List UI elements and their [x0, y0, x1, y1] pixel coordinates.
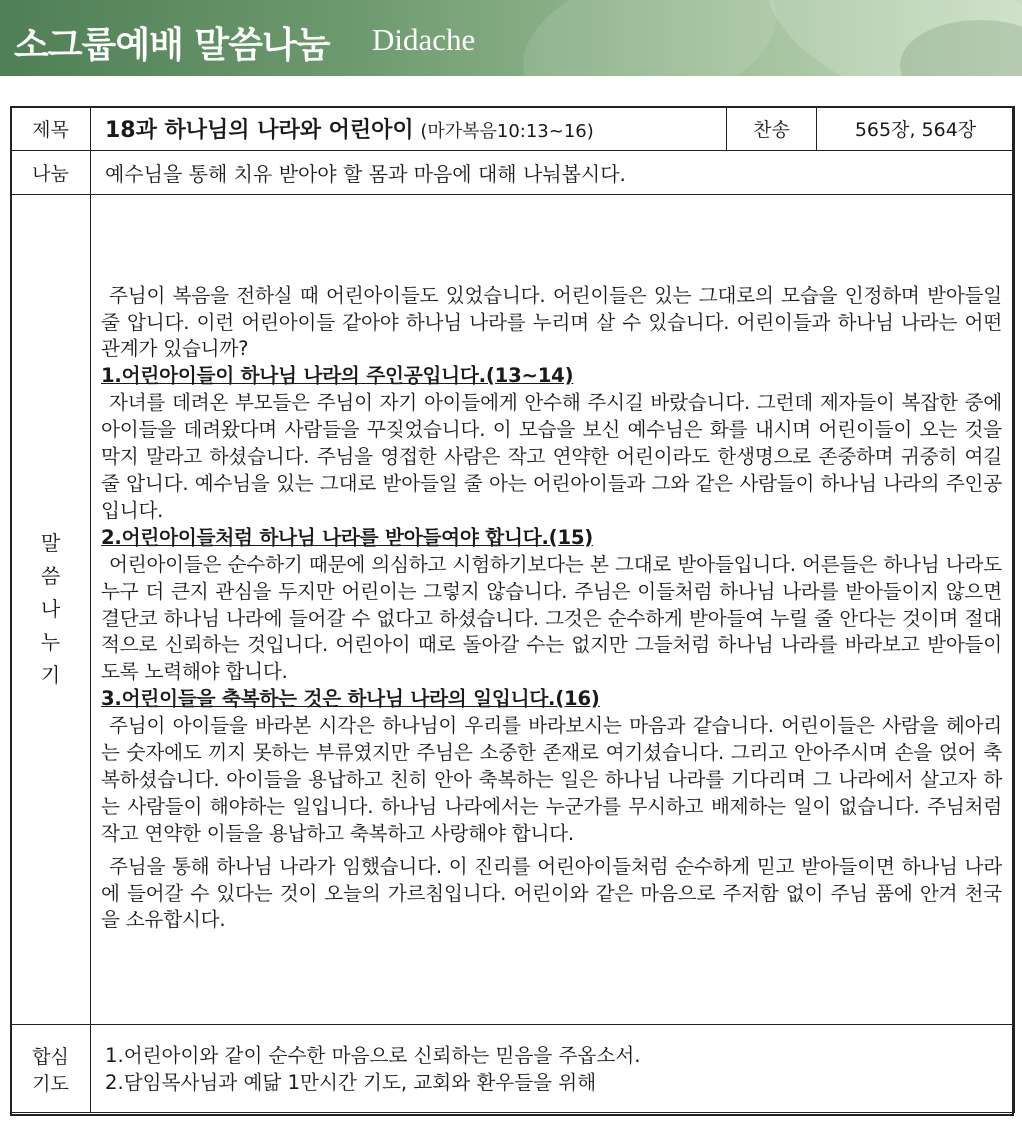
prayer-items: [91, 1025, 1015, 1113]
word-label-char: 말: [40, 531, 61, 555]
header-banner: [0, 0, 1022, 76]
prayer-item: 1.어린아이와 같이 순수한 마음으로 신뢰하는 믿음을 주옵소서.: [105, 1043, 641, 1067]
prayer-label-line: 기도: [32, 1072, 69, 1095]
hymn-value: 565장, 564장: [817, 107, 1015, 151]
point-heading-1: 1.어린아이들이 하나님 나라의 주인공입니다.(13~14): [101, 364, 574, 388]
title-row: [11, 107, 1015, 151]
prayer-row: [11, 1025, 1015, 1113]
word-label-char: 나: [40, 597, 61, 621]
prayer-item: 2.담임목사님과 예닮 1만시간 기도, 교회와 환우들을 위해: [105, 1070, 597, 1094]
word-label-char: 기: [40, 663, 61, 687]
point-body-3: 주님이 아이들을 바라본 시각은 하나님이 우리를 바라보시는 마음과 같습니다. 어린이들은 사람을 헤아리는 숫자에도 끼지 못하는 부류였지만 주님은 소중한 존재로 여기셨습니다. 그리고 안아주시며 손을 얹어 축복하셨습니다. 아이들을 용납하고 친히 안아 축복하는 일은 하나님 나라를 기다리며 그 나라에서 살고자 하는 사람들이 해야하는 일입니다. 하나님 나라에서는 누군가를 무시하고 배제하는 일이 없습니다. 주님처럼 작고 연약한 이들을 용납하고 축복하고 사랑해야 합니다.: [101, 714, 1002, 845]
word-body: [91, 195, 1015, 1025]
scripture-reference: (마가복음10:13~16): [420, 121, 594, 142]
banner-title: 소그룹예배 말씀나눔: [14, 25, 330, 66]
conclusion-paragraph: 주님을 통해 하나님 나라가 임했습니다. 이 진리를 어린아이들처럼 순수하게 믿고 받아들이면 하나님 나라에 들어갈 수 있다는 것이 오늘의 가르침입니다. 어린이와 같은 마음으로 주저함 없이 주님 품에 안겨 천국을 소유합시다.: [101, 854, 1002, 932]
lesson-table: [10, 106, 1015, 1113]
leaf-decoration: [506, 0, 793, 76]
lesson-name: 18과 하나님의 나라와 어린아이: [105, 118, 414, 143]
hymn-label: 찬송: [727, 107, 817, 151]
word-label-char: 씀: [40, 564, 61, 588]
lesson-title: [91, 107, 727, 151]
point-heading-3: 3.어린이들을 축복하는 것은 하나님 나라의 일입니다.(16): [101, 687, 600, 711]
word-row: [11, 195, 1015, 1025]
point-heading-2: 2.어린아이들처럼 하나님 나라를 받아들여야 합니다.(15): [101, 525, 594, 549]
prayer-label: [11, 1025, 91, 1113]
word-label-char: 누: [40, 630, 61, 654]
point-body-2: 어린아이들은 순수하기 때문에 의심하고 시험하기보다는 본 그대로 받아들입니다. 어른들은 하나님 나라도 누구 더 큰지 관심을 두지만 어린이는 그렇지 않습니다. 주님은 이들처럼 하나님 나라를 받아들이지 않으면 결단코 하나님 나라에 들어갈 수 없다고 하셨습니다. 그것은 순수하게 받아들여 누릴 줄 안다는 것이며 절대적으로 신뢰하는 것입니다. 어린아이 때로 돌아갈 수는 없지만 그들처럼 하나님 나라를 바라보고 받아들이도록 노력해야 합니다.: [101, 552, 1002, 684]
title-label: 제목: [11, 107, 91, 151]
share-row: [11, 151, 1015, 195]
prayer-label-line: 합심: [32, 1045, 69, 1068]
share-label: 나눔: [11, 151, 91, 195]
word-label: [11, 195, 91, 1025]
banner-subtitle: Didache: [372, 22, 476, 57]
intro-paragraph: 주님이 복음을 전하실 때 어린아이들도 있었습니다. 어린이들은 있는 그대로의 모습을 인정하며 받아들일 줄 압니다. 이런 어린아이들 같아야 하나님 나라를 누리며 살 수 있습니다. 어린이들과 하나님 나라는 어떤 관계가 있습니까?: [101, 283, 1002, 361]
point-body-1: 자녀를 데려온 부모들은 주님이 자기 아이들에게 안수해 주시길 바랐습니다. 그런데 제자들이 복잡한 중에 아이들을 데려왔다며 사람들을 꾸짖었습니다. 이 모습을 보신 예수님은 화를 내시며 어린이들이 오는 것을 막지 말라고 하셨습니다. 주님을 영접한 사람은 작고 연약한 어린이라도 한생명으로 존중하며 귀중히 여길 줄 압니다. 예수님을 있는 그대로 받아들일 줄 아는 어린아이들과 그와 같은 사람들이 하나님 나라의 주인공입니다.: [101, 391, 1002, 522]
share-question: 예수님을 통해 치유 받아야 할 몸과 마음에 대해 나눠봅시다.: [91, 151, 1015, 195]
